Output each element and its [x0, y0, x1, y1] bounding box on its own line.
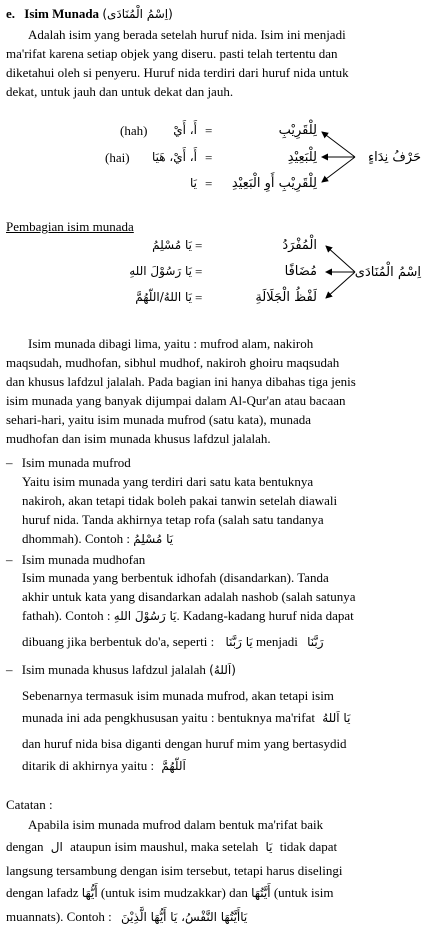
- item-arabic: يَا اَللهُ: [322, 711, 351, 725]
- nida-latin: (hai): [105, 150, 130, 165]
- item-line: akhir untuk kata yang disandarkan adalah nashob (salah satunya: [22, 589, 356, 604]
- division-line: dan khusus lafdzul jalalah. Pada bagian ini hanya dibahas tiga jenis: [6, 374, 356, 389]
- nida-row: [0, 121, 427, 141]
- nida-eq: =: [205, 176, 213, 191]
- item-mufrod-body: [22, 472, 418, 549]
- intro-line: dekat, untuk jauh dan untuk dekat dan jauh.: [6, 84, 234, 99]
- nida-root: حَرْفُ نِدَاءٍ: [368, 150, 421, 165]
- nida-eq: =: [205, 123, 213, 138]
- item-text: ditarik di akhirnya yaitu :: [22, 758, 155, 773]
- item-khusus-body: [22, 686, 418, 780]
- dash-bullet: –: [6, 552, 13, 567]
- catatan-text: dengan: [6, 839, 44, 854]
- catatan-arabic: أَيُّهَا: [81, 886, 98, 900]
- division-line: maqsudah, mudhofan, sibhul mudhof, nakiroh ghoiru maqsudah: [6, 355, 340, 370]
- item-arabic: يَا رَسُوْلَ اللهِ: [113, 609, 177, 623]
- item-arabic: رَبَّنَا: [307, 635, 324, 649]
- division-line: sehari-hari, yaitu isim munada mufrod (satu kata), munada: [6, 412, 312, 427]
- division-line: mudhofan dan isim munada khusus lafdzul jalalah.: [6, 431, 271, 446]
- division-paragraph: [6, 334, 418, 448]
- nida-latin: (hah): [120, 123, 148, 138]
- intro-paragraph: [6, 25, 418, 101]
- catatan-text: (untuk isim: [273, 885, 334, 900]
- catatan-body: [6, 815, 418, 929]
- pembagian-root: اِسْمُ الْمُنَادَى: [354, 265, 421, 280]
- nida-category: لِلْبَعِيْدِ: [287, 150, 317, 165]
- catatan-arabic: ال: [50, 840, 63, 854]
- section-number: e.: [6, 6, 16, 21]
- intro-line: Adalah isim yang berada setelah huruf nida. Isim ini menjadi: [28, 27, 346, 42]
- item-line: Yaitu isim munada yang terdiri dari satu kata bentuknya: [22, 474, 314, 489]
- item-text: . Kadang-kadang huruf nida dapat: [176, 608, 354, 623]
- dash-bullet: –: [6, 662, 13, 677]
- item-arabic: يَا رَبَّنَا: [225, 635, 253, 649]
- catatan-line: langsung tersambung dengan isim tersebut, tetapi harus diselingi: [6, 863, 343, 878]
- item-text: fathah). Contoh :: [22, 608, 111, 623]
- pembagian-eq: =: [195, 264, 203, 279]
- item-mudhofan-body: [22, 568, 418, 656]
- item-line: Sebenarnya termasuk isim munada mufrod, akan tetapi isim: [22, 688, 334, 703]
- catatan-arabic: يَا: [265, 840, 273, 854]
- catatan-line: [6, 907, 418, 929]
- catatan-text: (untuk isim mudzakkar) dan: [100, 885, 248, 900]
- item-title: Isim munada khusus lafdzul jalalah: [21, 662, 206, 677]
- section-title: Isim Munada: [24, 6, 100, 21]
- item-text: dibuang jika berbentuk do'a, seperti :: [22, 634, 215, 649]
- catatan-text: muannats). Contoh :: [6, 909, 112, 924]
- catatan-line: [6, 837, 418, 861]
- catatan-arabic: يَاأَيَّتُهَا النَّفْسُ، يَا أَيُّهَا الَّذِيْنَ: [121, 910, 248, 924]
- catatan-title: Catatan :: [6, 797, 53, 812]
- pembagian-category: الْمُفْرَدُ: [282, 238, 317, 253]
- nida-row: [0, 174, 427, 194]
- item-mufrod-title: [6, 453, 131, 472]
- division-line: Isim munada dibagi lima, yaitu : mufrod alam, nakiroh: [28, 336, 314, 351]
- catatan-text: tidak dapat: [279, 839, 338, 854]
- item-line: [22, 606, 418, 628]
- section-heading: [6, 4, 173, 24]
- item-title: Isim munada mufrod: [21, 455, 131, 470]
- pembagian-row: [0, 236, 427, 258]
- nida-particles: يَا: [190, 176, 197, 190]
- item-text: menjadi: [255, 634, 298, 649]
- nida-particles: أَ، أَيْ: [173, 123, 197, 137]
- item-arabic: يَا مُسْلِمُ: [133, 532, 174, 546]
- item-khusus-title: [6, 660, 236, 680]
- intro-line: ma'rifat karena setiap objek yang diseru. pasti telah tertentu dan: [6, 46, 338, 61]
- pembagian-eq: =: [195, 238, 203, 253]
- item-line: dan huruf nida bisa diganti dengan huruf mim yang bertasydid: [22, 736, 347, 751]
- item-line: huruf nida. Tanda akhirnya tetap rofa (salah satu tandanya: [22, 512, 324, 527]
- item-text: dhommah). Contoh :: [22, 531, 130, 546]
- item-line: [22, 705, 418, 734]
- item-mudhofan-title: [6, 550, 145, 569]
- catatan-text: dengan lafadz: [6, 885, 79, 900]
- catatan-line: Apabila isim munada mufrod dalam bentuk ma'rifat baik: [28, 817, 324, 832]
- dash-bullet: –: [6, 455, 13, 470]
- nida-particles: أَ، أَيْ، هَيَا: [151, 150, 197, 164]
- item-title: Isim munada mudhofan: [21, 552, 146, 567]
- pembagian-example: يَا مُسْلِمُ: [152, 238, 192, 252]
- item-line: nakiroh, akan tetapi tidak boleh pakai tanwin setelah diawali: [22, 493, 338, 508]
- item-line: Isim munada yang berbentuk idhofah (disandarkan). Tanda: [22, 570, 329, 585]
- nida-eq: =: [205, 150, 213, 165]
- pembagian-example: يَا رَسُوْلَ اللهِ: [129, 264, 192, 278]
- section-title-arabic: (اِسْمُ الْمُنَادَى): [102, 7, 173, 21]
- pembagian-eq: =: [195, 290, 203, 305]
- item-line: [22, 628, 418, 656]
- pembagian-row: [0, 288, 427, 310]
- nida-category: لِلْقَرِيْبِ أَوِ الْبَعِيْدِ: [231, 176, 317, 191]
- nida-row: [0, 148, 427, 168]
- catatan-text: ataupun isim maushul, maka setelah: [70, 839, 259, 854]
- item-text: munada ini ada pengkhususan yaitu : bentuknya ma'rifat: [22, 710, 315, 725]
- catatan-arabic: أَيَّتُهَا: [251, 886, 271, 900]
- pembagian-example: يَا اللهُ/اللّهُمَّ: [135, 290, 192, 304]
- intro-line: diketahui oleh si penyeru. Huruf nida terdiri dari huruf nida untuk: [6, 65, 349, 80]
- item-title-arabic: (اَللهُ): [209, 663, 236, 677]
- nida-category: لِلْقَرِيْبِ: [278, 123, 317, 138]
- pembagian-title: Pembagian isim munada: [6, 219, 134, 234]
- item-line: [22, 529, 418, 549]
- pembagian-category: مُضَافًا: [284, 264, 317, 279]
- item-arabic: اَللّهُمَّ: [161, 759, 186, 773]
- item-line: [22, 753, 418, 780]
- pembagian-category: لَفْظُ الْجَلَالَةِ: [255, 290, 317, 305]
- catatan-line: [6, 883, 418, 907]
- division-line: isim munada yang banyak dijumpai dalam Al-Qur'an atau bacaan: [6, 393, 346, 408]
